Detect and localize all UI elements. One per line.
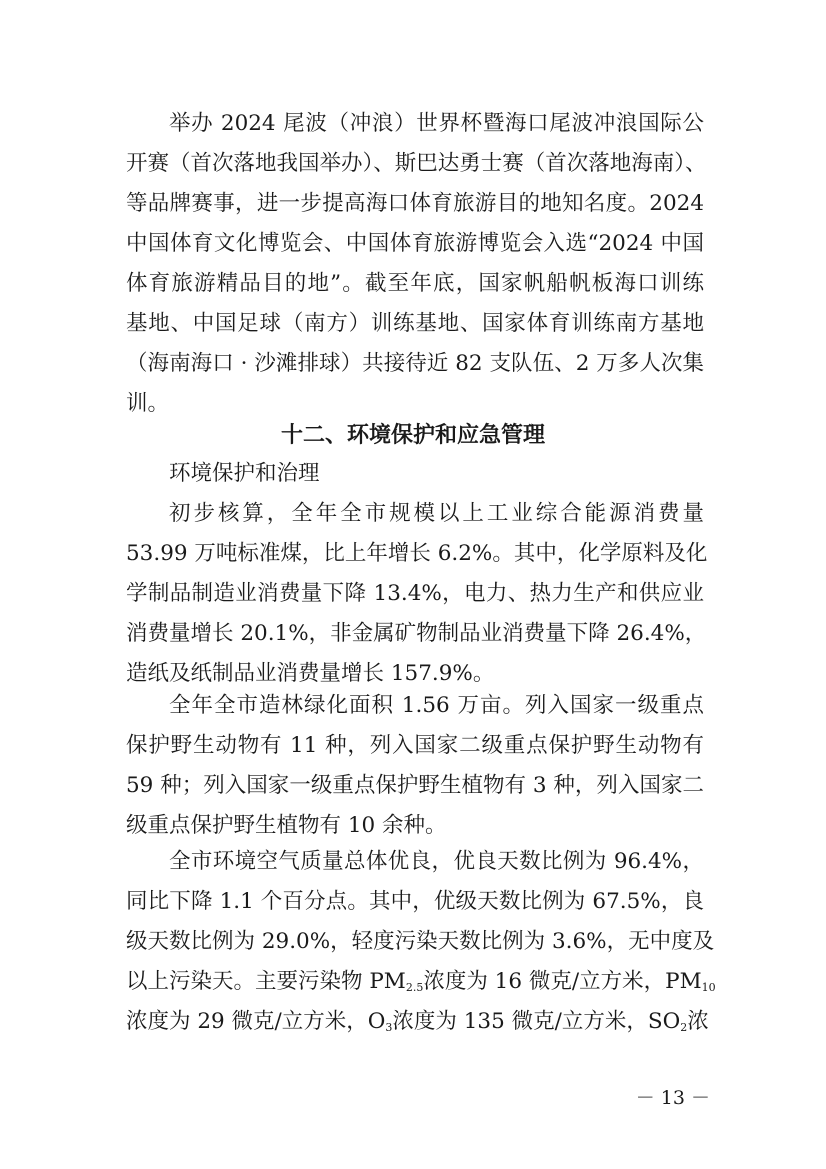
text-line: 造纸及纸制品业消费量增长 157.9%。 [126,661,495,686]
text-line: 59 种；列入国家一级重点保护野生植物有 3 种，列入国家二 [126,773,704,798]
text-line: 学制品制造业消费量下降 13.4%，电力、热力生产和供应业 [126,581,704,606]
page-number: － 13 － [635,1087,710,1109]
text-line: 基地、中国足球（南方）训练基地、国家体育训练南方基地 [126,311,704,336]
subscript: 10 [701,981,716,994]
subscript: 2 [680,1021,688,1034]
subscript: 3 [385,1021,393,1034]
text-line: 训。 [126,391,170,416]
text-line-pm [126,962,716,1002]
text-line: 53.99 万吨标准煤，比上年增长 6.2%。其中，化学原料及化 [126,541,708,566]
text-line: 消费量增长 20.1%，非金属矿物制品业消费量下降 26.4%， [126,621,707,646]
text-line: 同比下降 1.1 个百分点。其中，优级天数比例为 67.5%，良 [126,889,704,914]
text-line: 开赛（首次落地我国举办）、斯巴达勇士赛（首次落地海南）、 [126,151,707,176]
text-line: 中国体育文化博览会、中国体育旅游博览会入选“2024 中国 [126,231,704,256]
text-line: 举办 2024 尾波（冲浪）世界杯暨海口尾波冲浪国际公 [169,111,704,136]
subscript: 2.5 [405,981,424,994]
text-line: 全年全市造林绿化面积 1.56 万亩。列入国家一级重点 [169,693,704,718]
text-segment: 浓 [687,1009,709,1034]
text-line: 级重点保护野生植物有 10 余种。 [126,813,447,838]
text-line: 级天数比例为 29.0%，轻度污染天数比例为 3.6%，无中度及 [126,929,715,954]
text-line: 体育旅游精品目的地”。截至年底，国家帆船帆板海口训练 [126,271,704,296]
text-line: 等品牌赛事，进一步提高海口体育旅游目的地知名度。2024 [126,191,704,216]
text-segment: 以上污染天。主要污染物 PM [126,969,406,994]
text-line: （海南海口 · 沙滩排球）共接待近 82 支队伍、2 万多人次集 [126,351,704,376]
text-segment: 浓度为 135 微克/立方米，SO [392,1009,681,1034]
text-line: 初步核算，全年全市规模以上工业综合能源消费量 [169,501,704,526]
text-line: 保护野生动物有 11 种，列入国家二级重点保护野生动物有 [126,733,704,758]
text-segment: 浓度为 29 微克/立方米，O [126,1009,386,1034]
section-heading: 十二、环境保护和应急管理 [280,423,545,448]
text-segment: 浓度为 16 微克/立方米，PM [423,969,702,994]
text-line: 全市环境空气质量总体优良，优良天数比例为 96.4%， [169,849,704,874]
subheading: 环境保护和治理 [169,461,320,486]
text-line-ozone [126,1002,709,1042]
